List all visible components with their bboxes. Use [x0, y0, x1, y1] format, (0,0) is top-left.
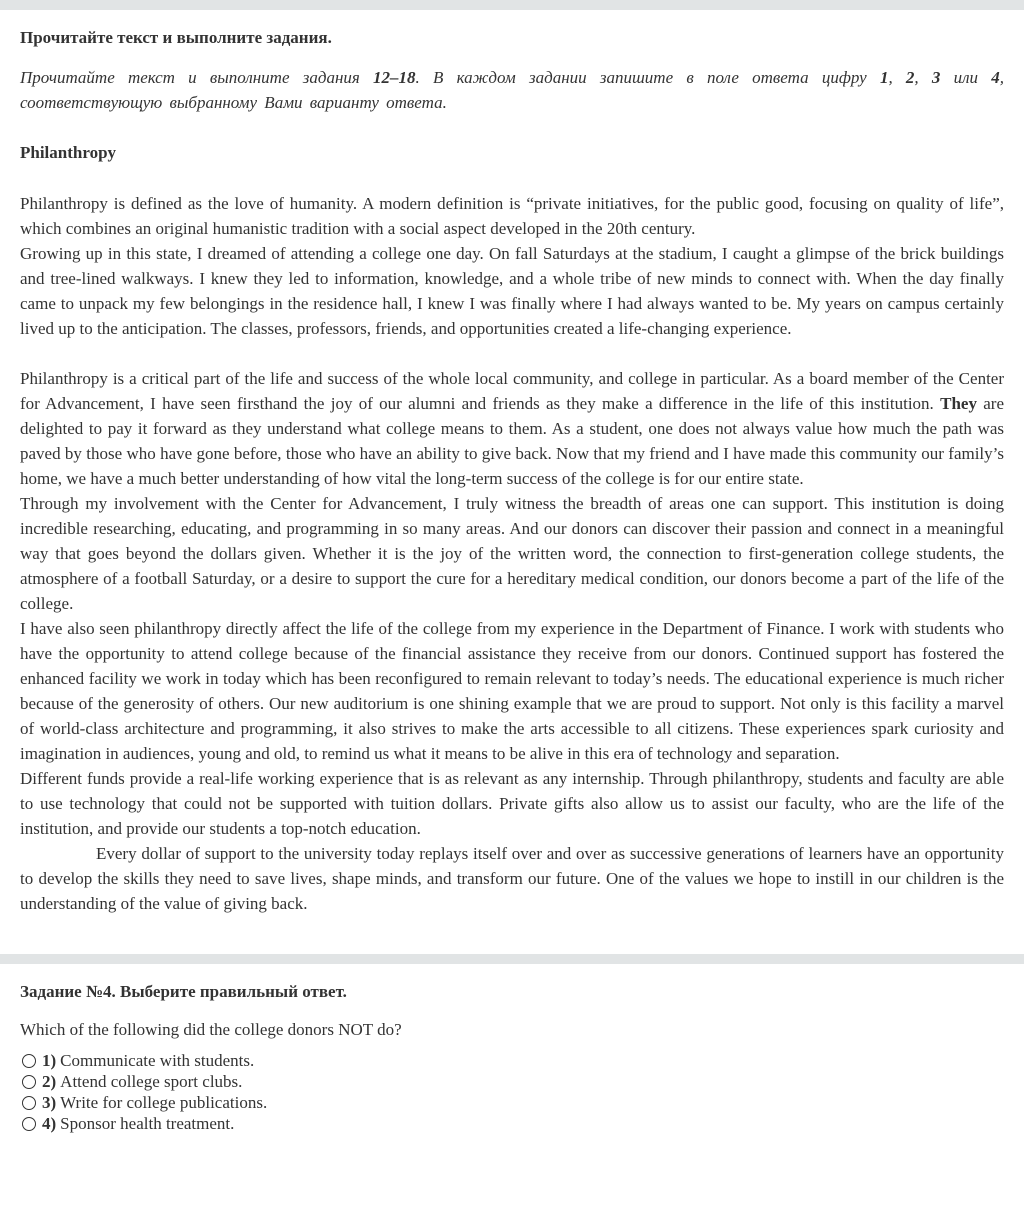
separator: , — [914, 68, 932, 87]
paragraph-text: are delighted to pay it forward as they understand what college means to them. As a student, one does not always value how much the path was paved by those who have gone before, those who have an ability to give back. Now that my friend and I have made this community our family’s home, we have a much better understanding of how vital the long-term success of the college is for our entire state. — [20, 394, 1004, 488]
answer-option-4[interactable] — [20, 1113, 1004, 1134]
radio-button-icon[interactable] — [22, 1096, 36, 1110]
instructions — [20, 65, 1004, 115]
article-body — [20, 191, 1004, 916]
digit-4: 4 — [991, 68, 1000, 87]
answer-option-1[interactable] — [20, 1050, 1004, 1071]
task-range: 12–18 — [373, 68, 416, 87]
article-paragraph: I have also seen philanthropy directly affect the life of the college from my experience in the Department of Finance. I work with students who have the opportunity to attend college because of the financial assistance they receive from our donors. Continued support has fostered the enhanced facility we work in today which has been reconfigured to remain relevant to today’s needs. The educational experience is much richer because of the generosity of others. Our new auditorium is one shining example that we are proud to support. Not only is this facility a marvel of world-class architecture and programming, it also strives to make the arts accessible to all citizens. These experiences spark curiosity and imagination in audiences, young and old, to remind us what it means to be alive in this era of technology and separation. — [20, 619, 1004, 763]
article-paragraph: Every dollar of support to the university today replays itself over and over as successive generations of learners have an opportunity to develop the skills they need to save lives, shape minds, and transform our future. One of the values we hope to instill in our children is the understanding of the value of giving back. — [20, 844, 1004, 913]
paragraph-text: Philanthropy is a critical part of the life and success of the whole local community, and college in particular. As a board member of the Center for Advancement, I have seen firsthand the joy of our alumni and friends as they make a difference in the life of this institution. — [20, 369, 1004, 413]
answer-options — [20, 1050, 1004, 1134]
option-label: Write for college publications. — [60, 1093, 268, 1112]
digit-3: 3 — [931, 68, 941, 87]
highlighted-word: They — [940, 394, 977, 413]
article-paragraph — [20, 366, 1004, 491]
top-separator-bar — [0, 0, 1024, 10]
option-number: 1) — [42, 1051, 57, 1070]
reading-text-section — [0, 10, 1024, 954]
separator: , — [888, 68, 906, 87]
radio-button-icon[interactable] — [22, 1054, 36, 1068]
option-label: Attend college sport clubs. — [60, 1072, 243, 1091]
option-number: 4) — [42, 1114, 57, 1133]
separator: или — [940, 68, 992, 87]
section-heading: Прочитайте текст и выполните задания. — [20, 28, 332, 47]
article-title: Philanthropy — [20, 143, 117, 162]
question-heading: Задание №4. Выберите правильный ответ. — [20, 982, 347, 1001]
option-label: Sponsor health treatment. — [60, 1114, 235, 1133]
digit-2: 2 — [905, 68, 915, 87]
option-label: Communicate with students. — [60, 1051, 255, 1070]
option-number: 2) — [42, 1072, 57, 1091]
instructions-text: Прочитайте текст и выполните задания — [20, 68, 374, 87]
instructions-text: , соответствующую выбранному Вами варианту ответа. — [20, 68, 1005, 112]
radio-button-icon[interactable] — [22, 1075, 36, 1089]
radio-button-icon[interactable] — [22, 1117, 36, 1131]
answer-option-3[interactable] — [20, 1092, 1004, 1113]
article-paragraph: Different funds provide a real-life working experience that is as relevant as any internship. Through philanthropy, students and faculty are able to use technology that could not be supported with tuition dollars. Private gifts also allow us to assist our faculty, who are the life of the institution, and provide our students a top-notch education. — [20, 769, 1004, 838]
answer-option-2[interactable] — [20, 1071, 1004, 1092]
digit-1: 1 — [879, 68, 889, 87]
section-separator-bar — [0, 954, 1024, 964]
article-paragraph: Through my involvement with the Center for Advancement, I truly witness the breadth of areas one can support. This institution is doing incredible researching, educating, and programming in so many areas. And our donors can discover their passion and connect in a meaningful way that goes beyond the dollars given. Whether it is the joy of the written word, the connection to first-generation college students, the atmosphere of a football Saturday, or a desire to support the cure for a hereditary medical condition, our donors become a part of the life of the college. — [20, 494, 1004, 613]
article-paragraph: Philanthropy is defined as the love of humanity. A modern definition is “private initiatives, for the public good, focusing on quality of life”, which combines an original humanistic tradition with a social aspect developed in the 20th century. — [20, 194, 1004, 238]
question-section — [0, 964, 1024, 1134]
article-paragraph: Growing up in this state, I dreamed of attending a college one day. On fall Saturdays at the stadium, I caught a glimpse of the brick buildings and tree-lined walkways. I knew they led to information, knowledge, and a whole tribe of new minds to connect with. When the day finally came to unpack my few belongings in the residence hall, I knew I was finally where I had always wanted to be. My years on campus certainly lived up to the anticipation. The classes, professors, friends, and opportunities created a life-changing experience. — [20, 244, 1004, 338]
question-text: Which of the following did the college donors NOT do? — [20, 1020, 402, 1039]
instructions-text: . В каждом задании запишите в поле ответа цифру — [415, 68, 880, 87]
option-number: 3) — [42, 1093, 57, 1112]
